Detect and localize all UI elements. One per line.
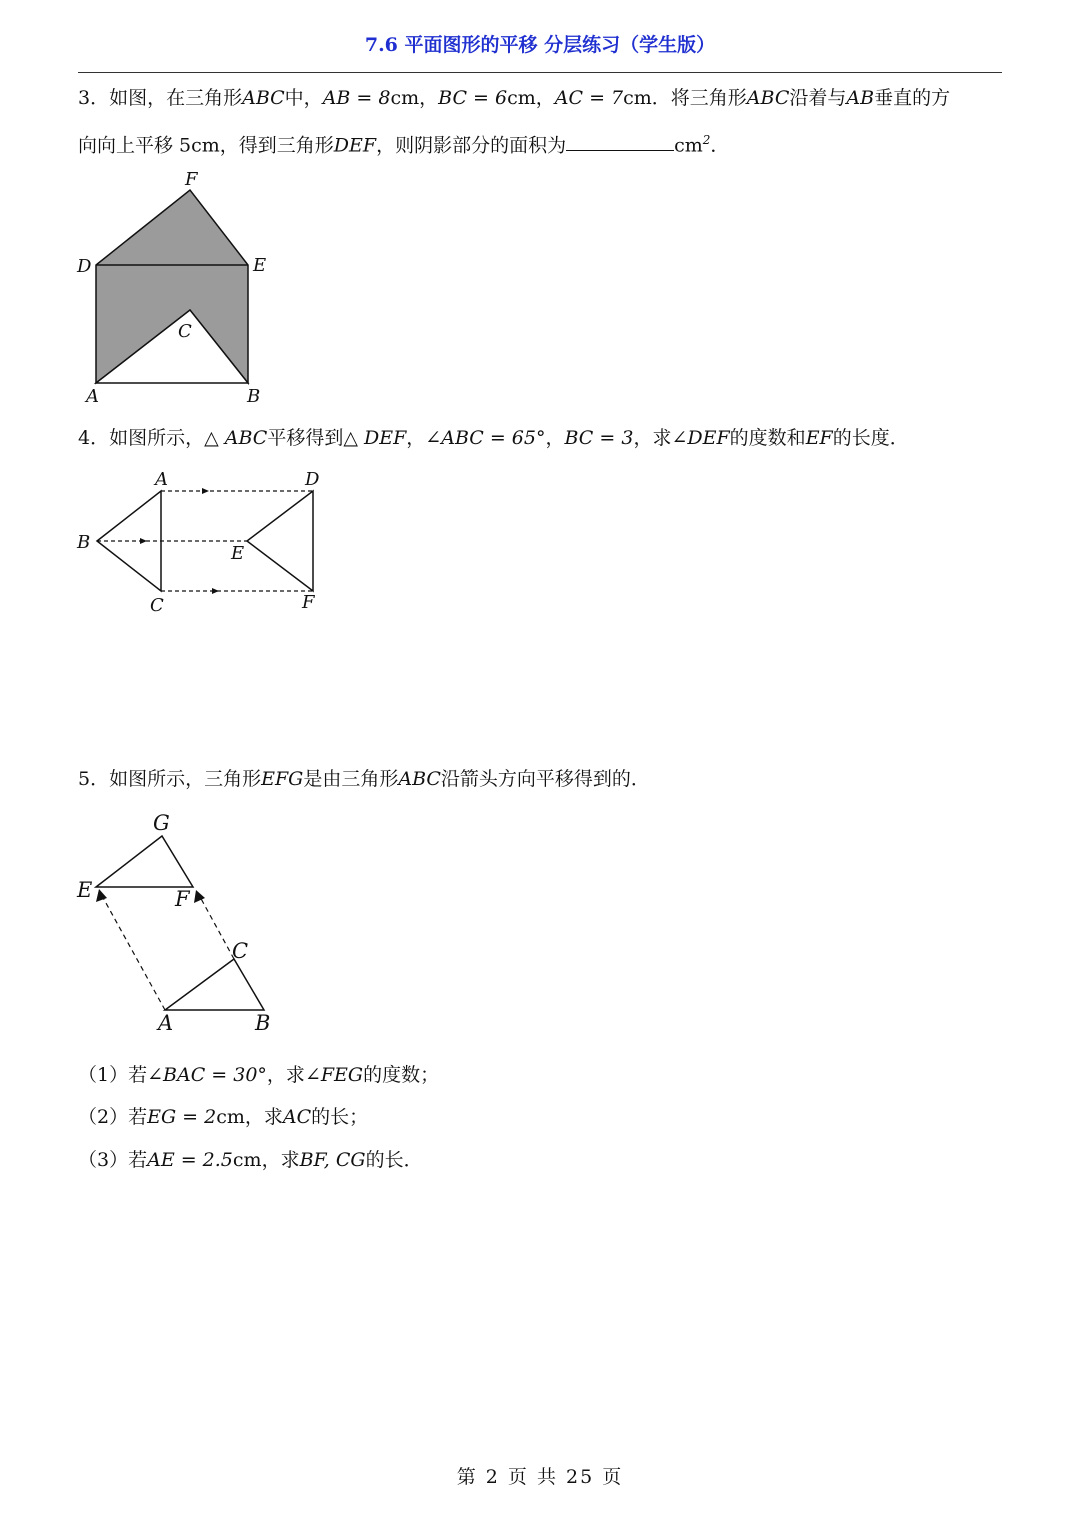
q5-text: cm，求 [232,1149,300,1171]
q4-math: ABC [224,427,268,449]
q3-math: ABC [242,87,285,109]
q3-math: AB = 8 [322,87,391,109]
label-e: E [253,255,267,276]
q4-math: DEF [363,427,407,449]
label-e: E [77,878,93,902]
q5-math: EFG [261,768,304,790]
q5-math: ∠BAC = 30° [147,1064,267,1086]
q3-math: AB [846,87,875,109]
q5-math: AC [282,1106,312,1128]
q5-math: AE = 2.5 [147,1149,233,1171]
dashed-arrow-ae [101,894,165,1010]
label-f: F [185,169,198,190]
q4-text: 的长度． [832,427,909,449]
label-e: E [231,543,245,564]
q5-text: （3）若 [78,1149,148,1171]
q5-text: ，求 [266,1064,305,1086]
q4-math: ∠DEF [671,427,730,449]
q3-text: 向向上平移 5cm，得到三角形 [78,134,334,157]
dashed-arrow-cf [199,895,234,959]
page-title: 7.6 平面图形的平移 分层练习（学生版） [364,34,716,56]
label-f: F [175,887,190,911]
q4-text: 平移得到△ [267,427,364,449]
q3-math: BC = 6 [438,87,508,109]
label-d: D [305,469,320,490]
q5-text: 的度数； [363,1064,440,1086]
arrow-head-icon [194,890,205,903]
q5-math: BF, CG [299,1149,366,1171]
q3-text: ，则阴影部分的面积为 [376,134,567,157]
label-b: B [247,386,261,407]
q4-text: ，求 [633,427,672,449]
q4-math: EF [805,427,833,449]
q5-math: ∠FEG [304,1064,364,1086]
q3-text: cm， [390,87,439,109]
q3-unit: cm [674,134,703,157]
q3-math: AC = 7 [554,87,624,109]
label-g: G [153,811,170,835]
q4-text: 的度数和 [729,427,806,449]
q5-sub-1 [78,1063,439,1087]
label-b: B [77,532,91,553]
q4-math: BC = 3 [564,427,634,449]
q5-text: （1）若 [78,1064,148,1086]
q5-text: 沿箭头方向平移得到的． [440,768,650,790]
q3-text: 垂直的方 [874,87,951,109]
q5-text: 的长． [365,1149,423,1171]
q5-text: 是由三角形 [303,768,399,790]
q4-text: ， [406,427,426,449]
q3-text: 沿着与 [789,87,847,109]
label-a: A [86,386,99,407]
q4-math: ∠ABC = 65° [425,427,546,449]
q5-text: cm，求 [216,1106,283,1128]
q5-text: 5．如图所示，三角形 [78,768,262,790]
label-c: C [150,595,164,616]
label-b: B [255,1011,271,1035]
label-a: A [158,1011,174,1035]
arrow-head-icon [96,889,107,902]
q3-unit-exponent: 2 [702,133,711,147]
label-d: D [77,256,92,277]
q3-text: cm．将三角形 [623,87,747,109]
page-footer: 第 2 页 共 25 页 [456,1466,624,1488]
label-a: A [155,469,168,490]
q5-sub-3 [78,1148,423,1172]
triangle-efg [96,836,193,887]
q3-math: ABC [746,87,790,109]
q3-text: cm， [507,87,555,109]
label-c: C [178,321,192,342]
q4-text: ， [545,427,565,449]
q5-math: ABC [398,768,441,790]
q3-text: 3．如图，在三角形 [78,87,243,109]
q5-sub-2 [78,1105,368,1129]
triangle-abc [165,959,264,1010]
q5-text: （2）若 [78,1106,148,1128]
label-f: F [302,592,315,613]
q3-math: DEF [333,134,377,157]
q5-math: EG = 2 [147,1106,217,1128]
q4-text: 4．如图所示，△ [78,427,225,449]
q3-text: ． [710,134,730,157]
q5-text: 的长； [311,1106,369,1128]
label-c: C [232,939,249,963]
q3-text: 中， [284,87,323,109]
